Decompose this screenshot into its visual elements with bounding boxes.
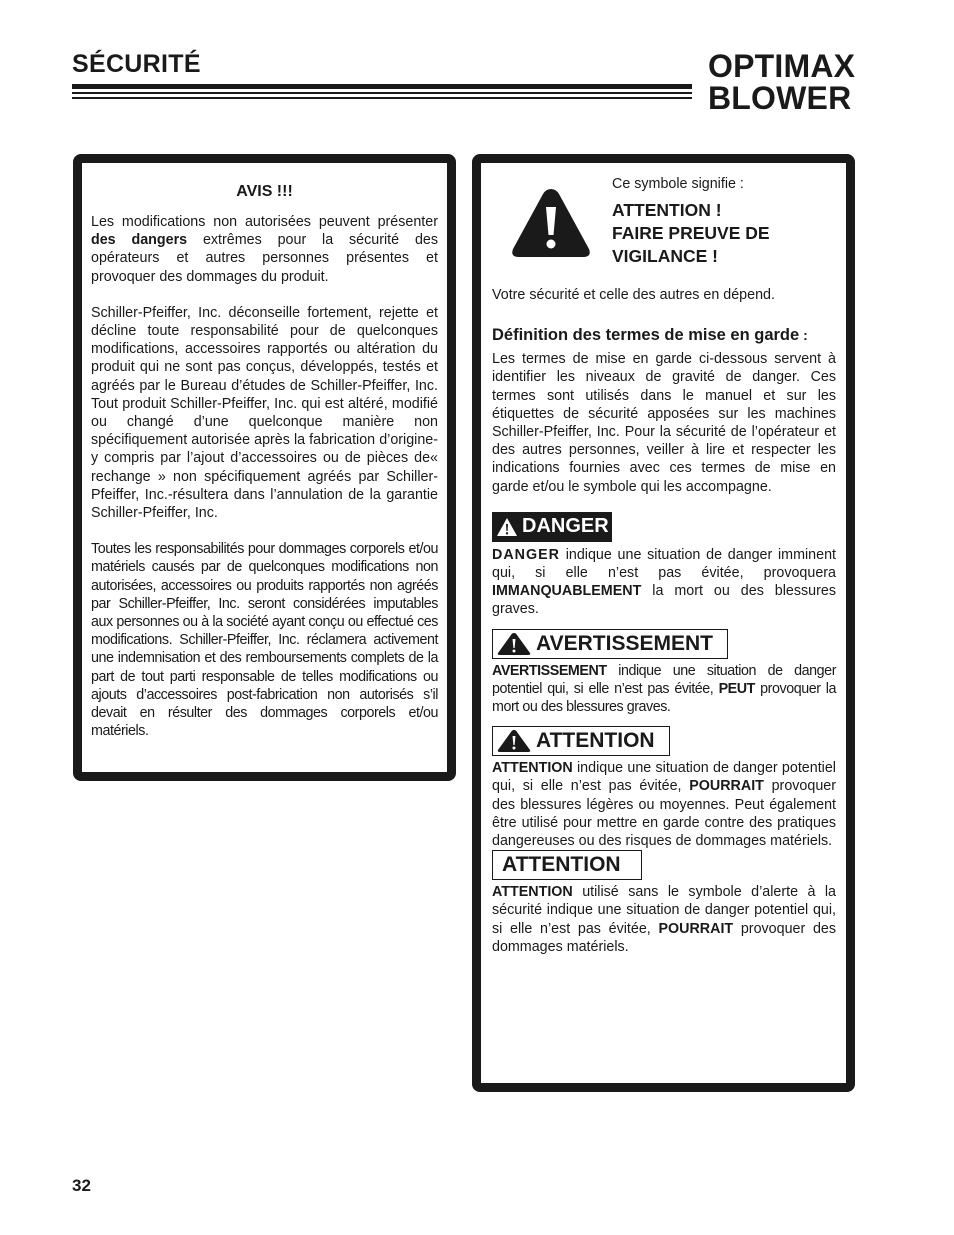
definition-text: Les termes de mise en garde ci-dessous servent à identifier les niveaux de gravité de danger. Ces termes sont utilisés dans le manuel et sur les étiquettes de sécurité apposées sur les machines Schiller-Pfeiffer, Inc. Pour la sécurité de l’opérateur et des autres personnes, veiller à lire et respecter les indications fournies avec ces termes de mise en garde et/ou le symbole qui les accompagne. bbox=[492, 351, 836, 495]
symbol-heading-1: ATTENTION ! bbox=[612, 200, 722, 220]
notice-description: ATTENTION utilisé sans le symbole d’alerte à la sécurité indique une situation de danger potentiel qui, si elle n’est pas évitée, POURRAIT provoquer des dommages matériels. bbox=[492, 884, 836, 955]
page-number: 32 bbox=[72, 1176, 91, 1195]
notice-paragraph-2: Schiller-Pfeiffer, Inc. déconseille fortement, rejette et décline toute responsabilité pour de quelconques modifications, accessoires rapportés ou altération du produit qui ne sont pas conçus, développés, testés et agréés par le Bureau d’études de Schiller-Pfeiffer, Inc. Tout produit Schiller-Pfeiffer, Inc. qui est altéré, modifié ou changé d’une quelconque manière non spécifiquement autorisée après la fabrication d’origine-y compris par l’ajout d’accessoires ou de pièces de« rechange » non spécifiquement agréés par Schiller-Pfeiffer, Inc.-résultera dans l’annulation de la garantie Schiller-Pfeiffer, Inc. bbox=[91, 304, 438, 522]
warning-triangle-icon bbox=[510, 183, 592, 263]
symbol-heading-2: FAIRE PREUVE DE bbox=[612, 223, 770, 243]
signal-words-box bbox=[472, 154, 855, 1092]
brand-line-2: BLOWER bbox=[708, 80, 852, 116]
section-title: SÉCURITÉ bbox=[72, 50, 201, 78]
safety-symbol-block bbox=[492, 173, 836, 268]
notice-paragraph-1: Les modifications non autorisées peuvent présenter des dangers extrêmes pour la sécurité des opérateurs et autres personnes présentes et provoquer des dommages du produit. bbox=[91, 214, 438, 285]
danger-description: DANGER indique une situation de danger imminent qui, si elle n’est pas évitée, provoquera IMMANQUABLEMENT la mort ou des blessures graves. bbox=[492, 546, 836, 618]
warning-alert-icon bbox=[497, 632, 531, 656]
warning-label: AVERTISSEMENT bbox=[492, 629, 728, 659]
header-rule bbox=[72, 84, 692, 99]
definition-title: Définition des termes de mise en garde : bbox=[492, 326, 808, 345]
notice-label: ATTENTION bbox=[492, 850, 642, 880]
symbol-caption: Ce symbole signifie : bbox=[612, 176, 744, 192]
danger-alert-icon bbox=[496, 517, 518, 537]
symbol-heading-3: VIGILANCE ! bbox=[612, 246, 718, 266]
safety-line: Votre sécurité et celle des autres en dépend. bbox=[492, 287, 775, 303]
caution-description: ATTENTION indique une situation de danger potentiel qui, si elle n’est pas évitée, POURRAIT provoquer des blessures légères ou moyennes. Peut également être utilisé pour mettre en garde contre des pratiques dangereuses ou des risques de dommages matériels. bbox=[492, 760, 836, 850]
notice-box bbox=[73, 154, 456, 781]
warning-description: AVERTISSEMENT indique une situation de danger potentiel qui, si elle n’est pas évitée, PEUT provoquer la mort ou des blessures graves. bbox=[492, 662, 836, 716]
brand-line-1: OPTIMAX bbox=[708, 48, 856, 84]
danger-label: DANGER bbox=[492, 512, 612, 542]
notice-title: AVIS !!! bbox=[236, 183, 293, 200]
caution-alert-icon bbox=[497, 729, 531, 753]
notice-paragraph-3: Toutes les responsabilités pour dommages corporels et/ou matériels causés par de quelconques modifications non autorisées, accessoires ou produits rapportés non agréés par Schiller-Pfeiffer, Inc. seront considérées imputables aux personnes ou à la société ayant conçu ou effectué ces modifications. Schiller-Pfeiffer, Inc. réclamera activement une indemnisation et des remboursements complets de la part de tout parti responsable de telles modifications ou ajouts d’accessoires post-fabrication non autorisés s’il devait en résulter des dommages corporels et/ou matériels. bbox=[91, 541, 438, 740]
caution-label: ATTENTION bbox=[492, 726, 670, 756]
brand-title bbox=[708, 50, 868, 114]
